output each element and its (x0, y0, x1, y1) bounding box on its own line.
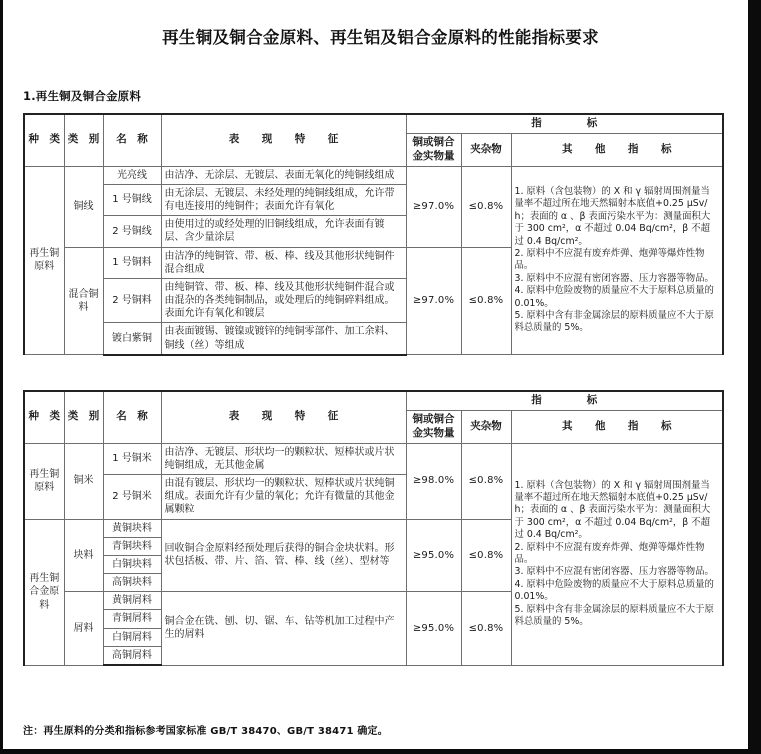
table-row (24, 166, 723, 184)
cell-name: 青铜屑料 (103, 610, 161, 628)
other-index-item-1: 1. 原料（含包装物）的 X 和 γ 辐射周围剂量当量率不超过所在地天然辐射本底值+0.25 μSv/h；表面的 α 、β 表面污染水平为：测量面积大于 300 cm²，α 不超过 0.04 Bq/cm²，β 不超过 0.4 Bq/cm²。 (514, 479, 711, 541)
table-recycled-copper (23, 113, 724, 356)
cell-category: 铜线 (64, 166, 103, 247)
cell-name: 高铜屑料 (103, 646, 161, 665)
header-metal-content: 铜或铜合金实物量 (406, 410, 461, 443)
header-impurity: 夹杂物 (461, 410, 511, 443)
page-bottom-edge (0, 749, 761, 754)
header-appearance: 表 现 特 征 (161, 114, 406, 166)
cell-category: 混合铜料 (64, 247, 103, 355)
other-index-item-5: 5. 原料中含有非金属涂层的原料质量应不大于原料总质量的 5%。 (514, 310, 714, 334)
cell-name: 1 号铜米 (103, 443, 161, 474)
cell-name: 高铜块料 (103, 574, 161, 592)
other-index-item-4: 4. 原料中危险废物的质量应不大于原料总质量的 0.01%。 (514, 578, 714, 603)
cell-metal-content: ≥97.0% (406, 166, 461, 247)
cell-feature: 由洁净、无镀层、形状均一的颗粒状、短棒状或片状纯铜组成，无其他金属 (161, 443, 406, 474)
header-category: 类 别 (64, 114, 103, 166)
cell-name: 光亮线 (103, 166, 161, 184)
cell-feature: 由表面镀锡、镀镍或镀锌的纯铜零部件、加工余料、铜线（丝）等组成 (161, 323, 406, 355)
cell-feature: 由无涂层、无镀层、未经处理的纯铜线组成，允许带有电连接用的纯铜件；表面允许有氧化 (161, 184, 406, 215)
other-index-item-3: 3. 原料中不应混有密闭容器、压力容器等物品。 (514, 272, 714, 284)
cell-name: 青铜块料 (103, 537, 161, 555)
other-index-item-1: 1. 原料（含包装物）的 X 和 γ 辐射周围剂量当量率不超过所在地天然辐射本底值+0.25 μSv/h；表面的 α 、β 表面污染水平为：测量面积大于 300 cm²，α 不超过 0.04 Bq/cm²，β 不超过 0.4 Bq/cm²。 (514, 186, 711, 247)
cell-feature: 由使用过的或经处理的旧铜线组成，允许表面有镀层、含少量涂层 (161, 216, 406, 247)
table-row (24, 443, 723, 474)
cell-name: 1 号铜线 (103, 184, 161, 215)
cell-category: 块料 (64, 519, 103, 592)
header-index-group: 指 标 (406, 391, 723, 410)
cell-feature: 由纯铜管、带、板、棒、线及其他形状纯铜件混合或由混杂的各类纯铜制品，或处理后的纯铜碎料组成。表面允许有氧化和镀层 (161, 278, 406, 323)
table-recycled-copper-alloy (23, 390, 724, 666)
cell-impurity: ≤0.8% (461, 519, 511, 592)
cell-metal-content: ≥98.0% (406, 443, 461, 519)
cell-category: 屑料 (64, 592, 103, 665)
header-other-index: 其 他 指 标 (511, 133, 723, 166)
cell-name: 2 号铜料 (103, 278, 161, 323)
header-impurity: 夹杂物 (461, 133, 511, 166)
cell-impurity: ≤0.8% (461, 166, 511, 247)
cell-metal-content: ≥97.0% (406, 247, 461, 355)
header-other-index: 其 他 指 标 (511, 410, 723, 443)
other-index-item-2: 2. 原料中不应混有废弃炸弹、炮弹等爆炸性物品。 (514, 248, 705, 272)
cell-name: 黄铜屑料 (103, 592, 161, 610)
cell-name: 白铜块料 (103, 555, 161, 573)
header-name: 名 称 (103, 391, 161, 443)
cell-feature: 由洁净、无涂层、无镀层、表面无氧化的纯铜线组成 (161, 166, 406, 184)
header-metal-content: 铜或铜合金实物量 (406, 133, 461, 166)
cell-category: 铜米 (64, 443, 103, 519)
cell-feature: 回收铜合金原料经预处理后获得的铜合金块状料。形状包括板、带、片、箔、管、棒、线（丝）、型材等 (161, 519, 406, 592)
header-category: 类 别 (64, 391, 103, 443)
cell-feature: 由混有镀层、形状均一的颗粒状、短棒状或片状纯铜组成。表面允许有少量的氧化；允许有微量的其他金属颗粒 (161, 474, 406, 519)
cell-impurity: ≤0.8% (461, 443, 511, 519)
page-left-edge (0, 0, 3, 754)
cell-name: 黄铜块料 (103, 519, 161, 537)
cell-kind: 再生铜原料 (24, 443, 64, 519)
table-footnote: 注：再生原料的分类和指标参考国家标准 GB/T 38470、GB/T 38471 确定。 (23, 726, 388, 737)
cell-impurity: ≤0.8% (461, 247, 511, 355)
cell-impurity: ≤0.8% (461, 592, 511, 665)
header-kind: 种 类 (24, 391, 64, 443)
other-index-item-4: 4. 原料中危险废物的质量应不大于原料总质量的 0.01%。 (514, 285, 714, 309)
cell-feature: 由洁净的纯铜管、带、板、棒、线及其他形状纯铜件混合组成 (161, 247, 406, 278)
cell-name: 镀白紫铜 (103, 323, 161, 355)
other-index-item-5: 5. 原料中含有非金属涂层的原料质量应不大于原料总质量的 5%。 (514, 603, 714, 628)
cell-metal-content: ≥95.0% (406, 519, 461, 592)
cell-kind: 再生铜原料 (24, 166, 64, 355)
cell-name: 2 号铜米 (103, 474, 161, 519)
page-title: 再生铜及铜合金原料、再生铝及铝合金原料的性能指标要求 (162, 28, 599, 47)
table-header-row-top (24, 114, 723, 133)
table-header-row-top (24, 391, 723, 410)
cell-name: 白铜屑料 (103, 628, 161, 646)
other-index-item-2: 2. 原料中不应混有废弃炸弹、炮弹等爆炸性物品。 (514, 541, 705, 566)
cell-feature: 铜合金在铣、刨、切、锯、车、钻等机加工过程中产生的屑料 (161, 592, 406, 665)
cell-other-index (511, 443, 723, 665)
page-right-edge (748, 0, 761, 754)
cell-kind: 再生铜合金原料 (24, 519, 64, 665)
header-appearance: 表 现 特 征 (161, 391, 406, 443)
header-name: 名 称 (103, 114, 161, 166)
cell-metal-content: ≥95.0% (406, 592, 461, 665)
other-index-item-3: 3. 原料中不应混有密闭容器、压力容器等物品。 (514, 566, 714, 578)
section-heading-1: 1.再生铜及铜合金原料 (23, 89, 142, 103)
cell-other-index (511, 166, 723, 355)
cell-name: 2 号铜线 (103, 216, 161, 247)
cell-name: 1 号铜料 (103, 247, 161, 278)
header-index-group: 指 标 (406, 114, 723, 133)
header-kind: 种 类 (24, 114, 64, 166)
